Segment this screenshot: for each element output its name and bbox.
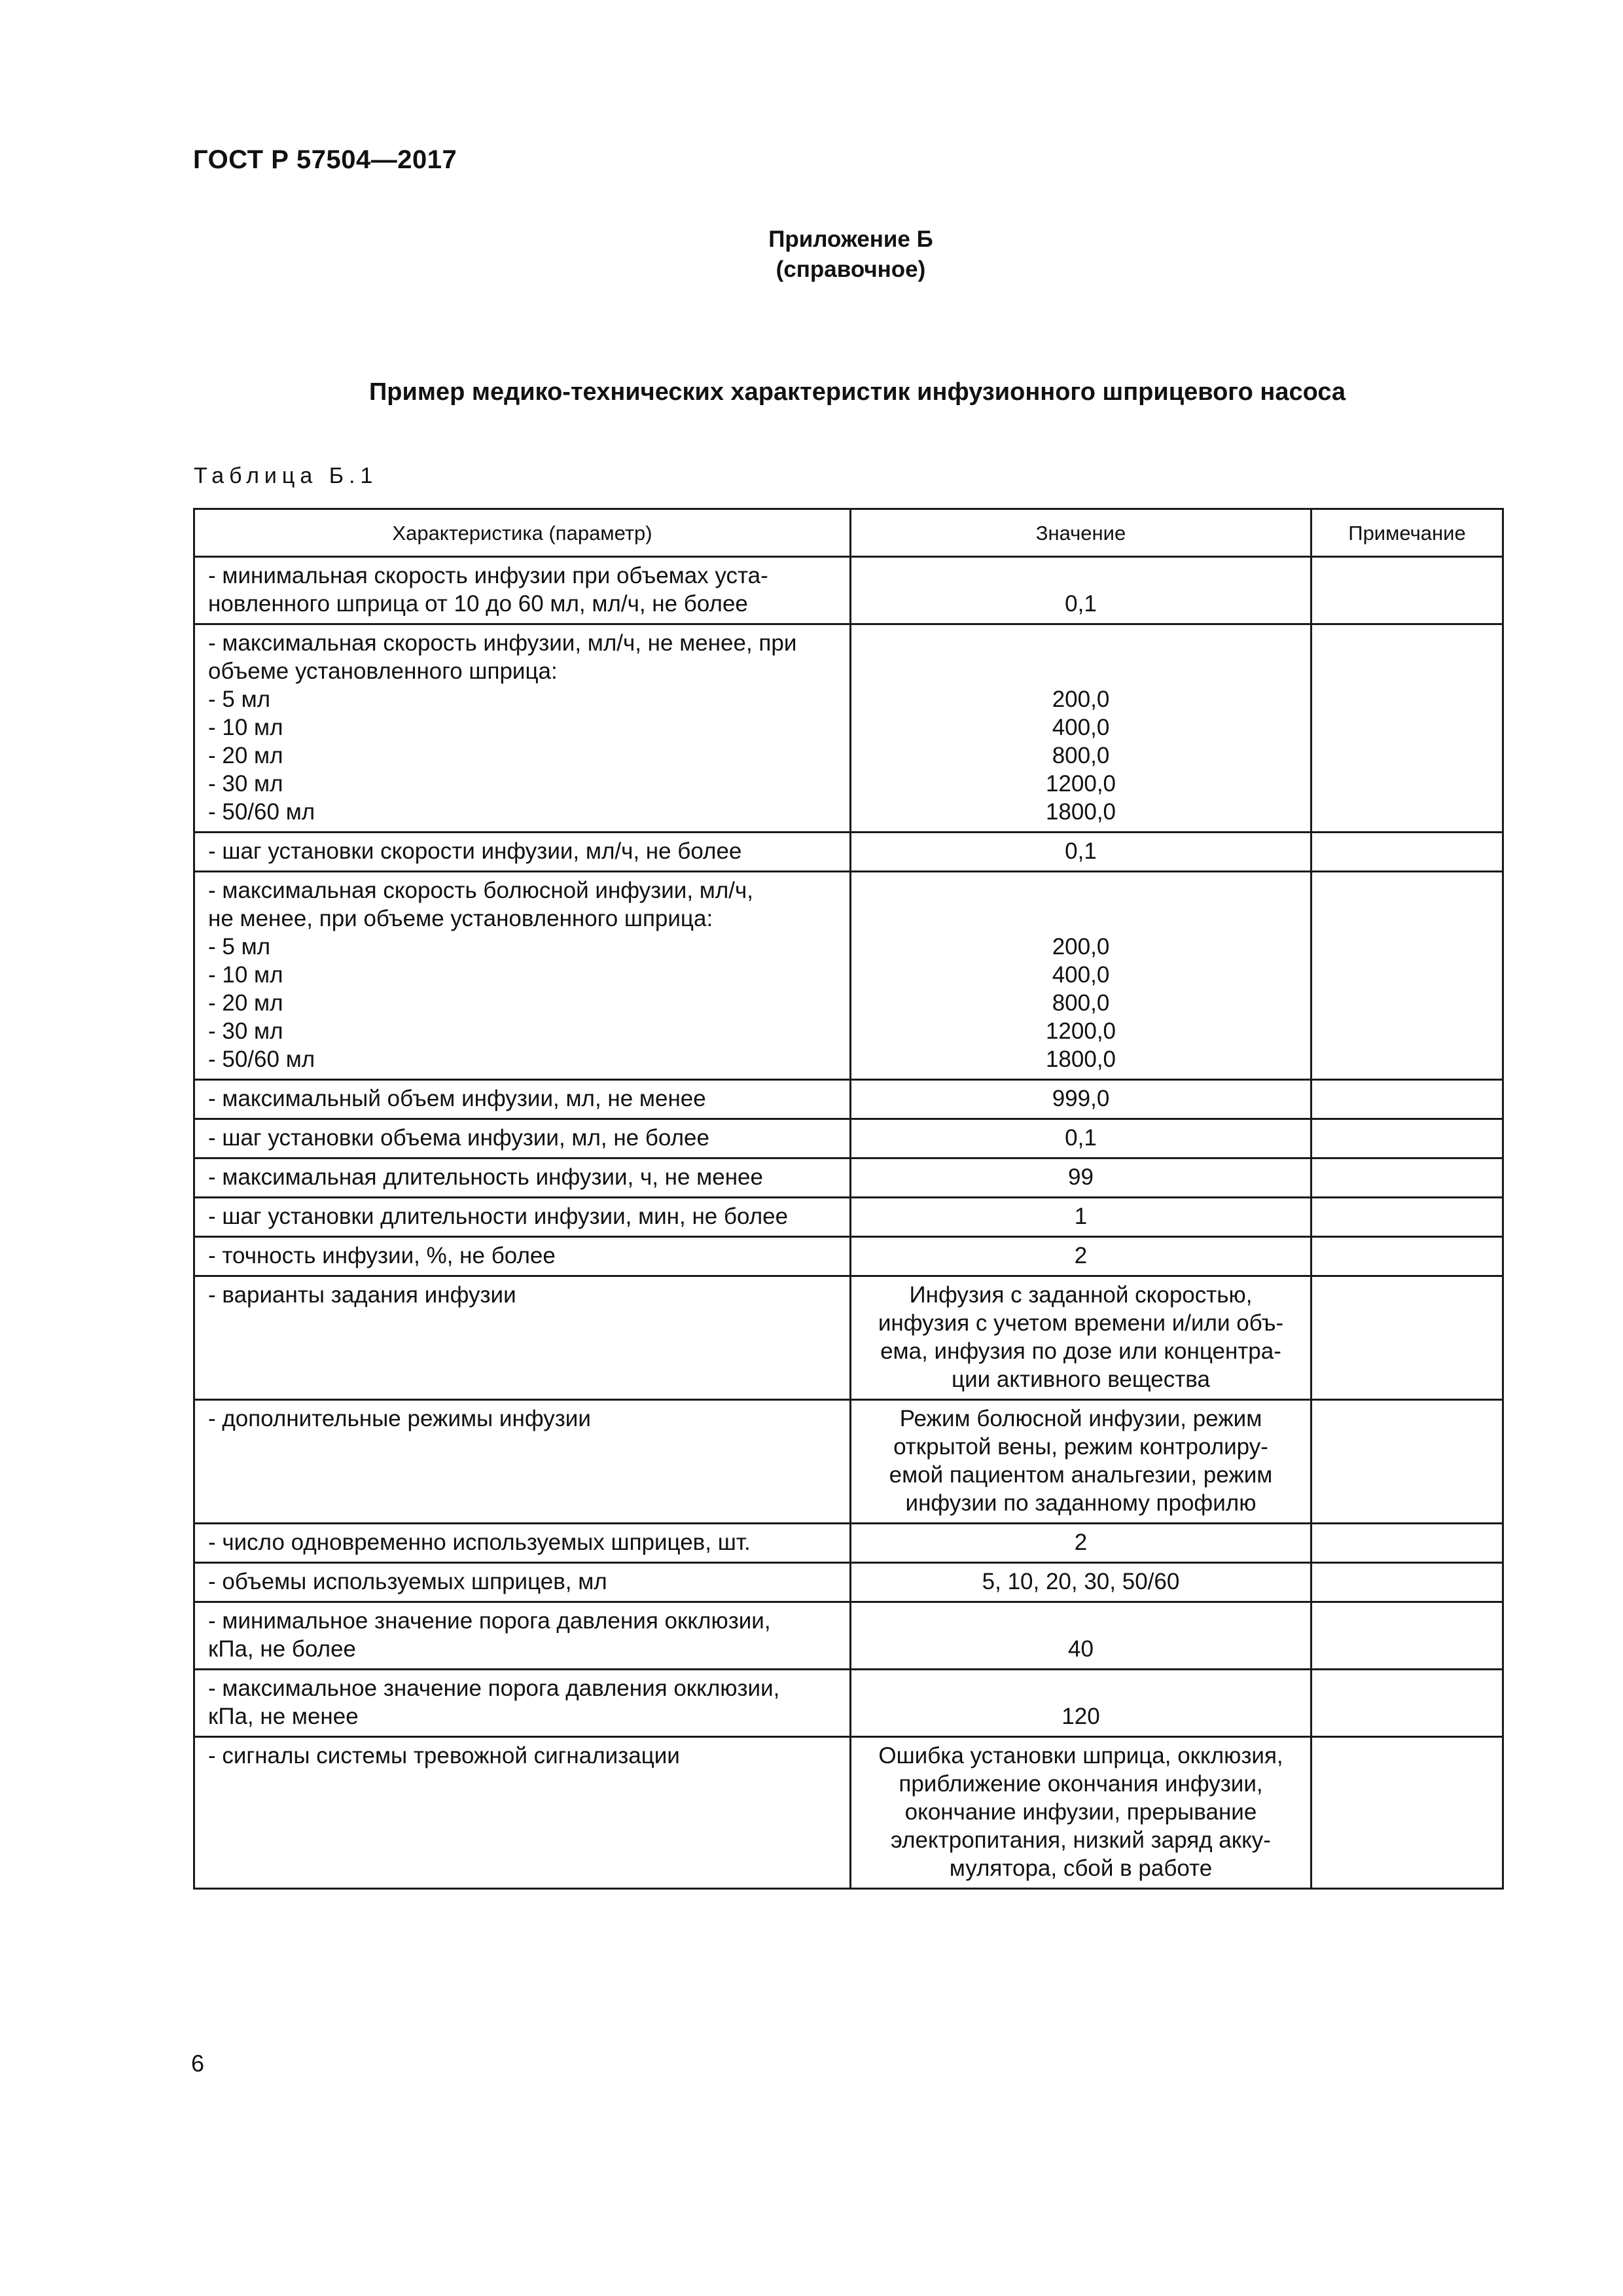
parameter-cell xyxy=(194,1602,851,1670)
parameter-text: - максимальное значение порога давления окклюзии, xyxy=(208,1676,780,1701)
value-cell xyxy=(851,1198,1311,1237)
value-text: 5, 10, 20, 30, 50/60 xyxy=(982,1569,1180,1594)
parameter-text: - максимальный объем инфузии, мл, не менее xyxy=(208,1086,706,1111)
value-text: 800,0 xyxy=(1052,990,1110,1016)
value-cell xyxy=(851,1276,1311,1400)
parameter-cell xyxy=(194,1158,851,1198)
value-text: 120 xyxy=(1061,1704,1100,1729)
parameter-text: новленного шприца от 10 до 60 мл, мл/ч, не более xyxy=(208,591,748,617)
parameter-text: - максимальная скорость инфузии, мл/ч, не менее, при xyxy=(208,630,797,656)
value-text: 0,1 xyxy=(1065,838,1097,864)
value-cell xyxy=(851,1158,1311,1198)
page-title: Пример медико-технических характеристик инфузионного шприцевого насоса xyxy=(368,378,1346,406)
parameter-text: - дополнительные режимы инфузии xyxy=(208,1406,591,1431)
value-text: 1800,0 xyxy=(1045,799,1116,825)
value-cell xyxy=(851,624,1311,833)
note-cell xyxy=(1311,1524,1503,1563)
parameter-cell xyxy=(194,1237,851,1276)
page-number: 6 xyxy=(191,2050,205,2077)
table-row xyxy=(194,557,1503,624)
value-text: 0,1 xyxy=(1065,591,1097,617)
value-text: 1 xyxy=(1074,1204,1088,1229)
note-cell xyxy=(1311,1602,1503,1670)
parameter-text: - сигналы системы тревожной сигнализации xyxy=(208,1743,680,1768)
note-cell xyxy=(1311,1670,1503,1737)
value-text: электропитания, низкий заряд акку- xyxy=(891,1827,1271,1853)
document-code: ГОСТ Р 57504—2017 xyxy=(193,145,457,174)
value-cell xyxy=(851,1670,1311,1737)
parameter-cell xyxy=(194,1119,851,1158)
column-header-value: Значение xyxy=(851,509,1311,557)
value-text: 200,0 xyxy=(1052,687,1110,712)
value-cell xyxy=(851,1524,1311,1563)
parameter-text: кПа, не менее xyxy=(208,1704,359,1729)
column-header-parameter: Характеристика (параметр) xyxy=(194,509,851,557)
value-text: инфузии по заданному профилю xyxy=(905,1490,1257,1516)
note-cell xyxy=(1311,1737,1503,1889)
note-cell xyxy=(1311,872,1503,1080)
value-text: мулятора, сбой в работе xyxy=(949,1856,1213,1881)
table-row xyxy=(194,624,1503,833)
value-text: 999,0 xyxy=(1052,1086,1110,1111)
note-cell xyxy=(1311,1276,1503,1400)
value-text: 0,1 xyxy=(1065,1125,1097,1151)
value-cell xyxy=(851,1737,1311,1889)
table-row xyxy=(194,1119,1503,1158)
parameter-text: - 30 мл xyxy=(208,1018,283,1044)
table-row xyxy=(194,833,1503,872)
note-cell xyxy=(1311,1080,1503,1119)
table-row xyxy=(194,1080,1503,1119)
parameter-text: - 20 мл xyxy=(208,990,283,1016)
value-text: 2 xyxy=(1074,1530,1088,1555)
value-cell xyxy=(851,1563,1311,1602)
value-cell xyxy=(851,557,1311,624)
parameter-text: - шаг установки длительности инфузии, мин, не более xyxy=(208,1204,789,1229)
parameter-cell xyxy=(194,833,851,872)
parameter-text: - минимальное значение порога давления окклюзии, xyxy=(208,1608,771,1634)
value-text: 40 xyxy=(1068,1636,1094,1662)
note-cell xyxy=(1311,1400,1503,1524)
note-cell xyxy=(1311,1237,1503,1276)
value-text: окончание инфузии, прерывание xyxy=(904,1799,1257,1825)
parameter-text: кПа, не более xyxy=(208,1636,356,1662)
value-cell xyxy=(851,872,1311,1080)
value-text: 400,0 xyxy=(1052,715,1110,740)
value-text: 800,0 xyxy=(1052,743,1110,768)
parameter-text: - минимальная скорость инфузии при объемах уста- xyxy=(208,563,768,588)
column-header-note: Примечание xyxy=(1311,509,1503,557)
parameter-text: - объемы используемых шприцев, мл xyxy=(208,1569,607,1594)
table-header-row xyxy=(194,509,1503,557)
value-text: инфузия с учетом времени и/или объ- xyxy=(878,1310,1284,1336)
value-text: емой пациентом анальгезии, режим xyxy=(889,1462,1273,1488)
parameter-text: объеме установленного шприца: xyxy=(208,658,558,684)
value-text: Ошибка установки шприца, окклюзия, xyxy=(878,1743,1283,1768)
parameter-cell xyxy=(194,1670,851,1737)
parameter-text: - шаг установки скорости инфузии, мл/ч, не более xyxy=(208,838,742,864)
parameter-cell xyxy=(194,1737,851,1889)
value-text: Режим болюсной инфузии, режим xyxy=(899,1406,1262,1431)
appendix-title: Приложение Б xyxy=(768,226,933,252)
parameter-cell xyxy=(194,872,851,1080)
note-cell xyxy=(1311,1198,1503,1237)
parameter-cell xyxy=(194,1276,851,1400)
value-text: 200,0 xyxy=(1052,934,1110,960)
parameter-cell xyxy=(194,1080,851,1119)
table-row xyxy=(194,1276,1503,1400)
parameter-text: - максимальная скорость болюсной инфузии, мл/ч, xyxy=(208,878,753,903)
note-cell xyxy=(1311,1563,1503,1602)
parameter-text: - число одновременно используемых шприцев, шт. xyxy=(208,1530,751,1555)
table-row xyxy=(194,1198,1503,1237)
value-text: 99 xyxy=(1068,1164,1094,1190)
table-row xyxy=(194,1670,1503,1737)
table-row xyxy=(194,1737,1503,1889)
parameter-cell xyxy=(194,624,851,833)
parameter-text: - 5 мл xyxy=(208,934,271,960)
value-text: ема, инфузия по дозе или концентра- xyxy=(880,1338,1281,1364)
value-text: 1800,0 xyxy=(1045,1047,1116,1072)
parameter-text: - 50/60 мл xyxy=(208,1047,315,1072)
value-cell xyxy=(851,833,1311,872)
value-text: 400,0 xyxy=(1052,962,1110,988)
parameter-text: - 10 мл xyxy=(208,962,283,988)
parameter-cell xyxy=(194,1198,851,1237)
value-text: 2 xyxy=(1074,1243,1088,1268)
note-cell xyxy=(1311,833,1503,872)
note-cell xyxy=(1311,557,1503,624)
value-text: 1200,0 xyxy=(1045,771,1116,797)
parameter-cell xyxy=(194,1524,851,1563)
note-cell xyxy=(1311,1158,1503,1198)
value-cell xyxy=(851,1237,1311,1276)
value-text: открытой вены, режим контролиру- xyxy=(893,1434,1268,1460)
parameter-text: - 20 мл xyxy=(208,743,283,768)
value-text: 1200,0 xyxy=(1045,1018,1116,1044)
value-text: Инфузия с заданной скоростью, xyxy=(909,1282,1253,1308)
spec-table xyxy=(193,508,1504,1890)
value-cell xyxy=(851,1602,1311,1670)
appendix-kind: (справочное) xyxy=(776,257,926,282)
table-row xyxy=(194,1237,1503,1276)
table-row xyxy=(194,1602,1503,1670)
table-row xyxy=(194,1158,1503,1198)
value-text: ции активного вещества xyxy=(952,1367,1210,1392)
parameter-cell xyxy=(194,1563,851,1602)
parameter-cell xyxy=(194,1400,851,1524)
note-cell xyxy=(1311,624,1503,833)
table-row xyxy=(194,1400,1503,1524)
table-label: Таблица Б.1 xyxy=(194,463,378,488)
table-row xyxy=(194,872,1503,1080)
parameter-text: - шаг установки объема инфузии, мл, не более xyxy=(208,1125,709,1151)
parameter-text: - максимальная длительность инфузии, ч, не менее xyxy=(208,1164,763,1190)
parameter-text: - 30 мл xyxy=(208,771,283,797)
value-text: приближение окончания инфузии, xyxy=(899,1771,1263,1797)
note-cell xyxy=(1311,1119,1503,1158)
table-row xyxy=(194,1563,1503,1602)
parameter-text: - 10 мл xyxy=(208,715,283,740)
parameter-text: - точность инфузии, %, не более xyxy=(208,1243,556,1268)
value-cell xyxy=(851,1119,1311,1158)
parameter-text: - варианты задания инфузии xyxy=(208,1282,516,1308)
parameter-text: не менее, при объеме установленного шприца: xyxy=(208,906,713,931)
parameter-text: - 5 мл xyxy=(208,687,271,712)
value-cell xyxy=(851,1080,1311,1119)
table-row xyxy=(194,1524,1503,1563)
parameter-cell xyxy=(194,557,851,624)
parameter-text: - 50/60 мл xyxy=(208,799,315,825)
value-cell xyxy=(851,1400,1311,1524)
